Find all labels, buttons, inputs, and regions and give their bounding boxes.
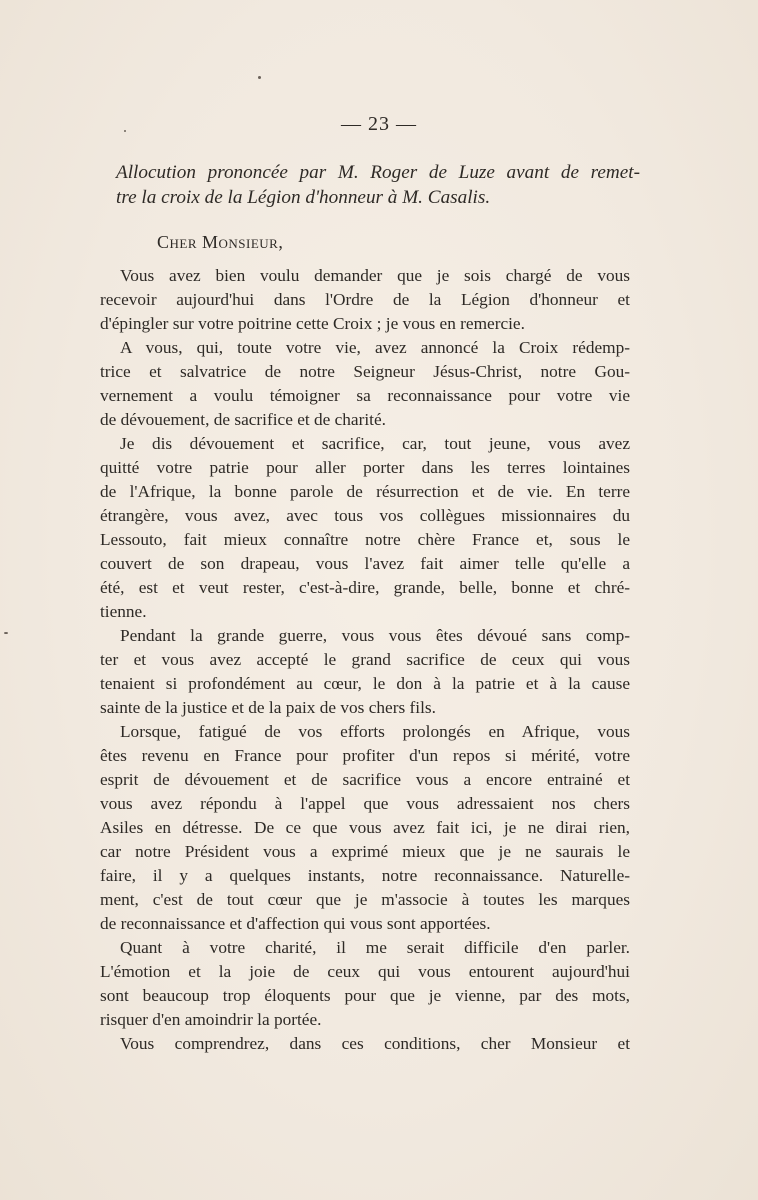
body-line: de reconnaissance et d'affection qui vous sont apportées. <box>100 914 491 933</box>
page-number: — 23 — <box>341 113 417 135</box>
ink-speck <box>258 76 261 79</box>
body-line: tenaient si profondément au cœur, le don à la patrie et à la cause <box>100 674 630 693</box>
body-line: Lorsque, fatigué de vos efforts prolongés en Afrique, vous <box>120 722 630 741</box>
body-line: faire, il y a quelques instants, notre reconnaissance. Naturelle- <box>100 866 630 885</box>
body-line: recevoir aujourd'hui dans l'Ordre de la Légion d'honneur et <box>100 290 630 309</box>
body-line: esprit de dévouement et de sacrifice vous a encore entrainé et <box>100 770 630 789</box>
body-line: d'épingler sur votre poitrine cette Croix ; je vous en remercie. <box>100 314 525 333</box>
speech-body <box>100 264 630 1056</box>
body-line: quitté votre patrie pour aller porter dans les terres lointaines <box>100 458 630 477</box>
caption-line: tre la croix de la Légion d'honneur à M. Casalis. <box>116 187 491 208</box>
body-line: car notre Président vous a exprimé mieux que je ne saurais le <box>100 842 630 861</box>
body-line: Vous avez bien voulu demander que je sois chargé de vous <box>120 266 630 285</box>
body-line: ment, c'est de tout cœur que je m'associe à toutes les marques <box>100 890 630 909</box>
body-line: êtes revenu en France pour profiter d'un repos si mérité, votre <box>100 746 630 765</box>
body-line: tienne. <box>100 602 147 621</box>
body-line: Pendant la grande guerre, vous vous êtes dévoué sans comp- <box>120 626 630 645</box>
body-line: été, est et veut rester, c'est-à-dire, grande, belle, bonne et chré- <box>100 578 630 597</box>
body-line: Je dis dévouement et sacrifice, car, tout jeune, vous avez <box>120 434 630 453</box>
body-line: sont beaucoup trop éloquents pour que je vienne, par des mots, <box>100 986 630 1005</box>
body-line: ter et vous avez accepté le grand sacrifice de ceux qui vous <box>100 650 630 669</box>
body-line: A vous, qui, toute votre vie, avez annoncé la Croix rédemp- <box>120 338 630 357</box>
body-line: vous avez répondu à l'appel que vous adressaient nos chers <box>100 794 630 813</box>
speech-caption <box>116 160 640 210</box>
ink-speck <box>4 632 8 634</box>
body-line: L'émotion et la joie de ceux qui vous entourent aujourd'hui <box>100 962 630 981</box>
body-line: Lessouto, fait mieux connaître notre chère France et, sous le <box>100 530 630 549</box>
body-line: couvert de son drapeau, vous l'avez fait aimer telle qu'elle a <box>100 554 630 573</box>
body-line: Quant à votre charité, il me serait difficile d'en parler. <box>120 938 630 957</box>
body-line: Vous comprendrez, dans ces conditions, cher Monsieur et <box>120 1034 630 1053</box>
caption-line: Allocution prononcée par M. Roger de Luze avant de remet- <box>116 162 640 183</box>
body-line: risquer d'en amoindrir la portée. <box>100 1010 322 1029</box>
body-line: étrangère, vous avez, avec tous vos collègues missionnaires du <box>100 506 630 525</box>
body-line: de l'Afrique, la bonne parole de résurrection et de vie. En terre <box>100 482 630 501</box>
body-line: Asiles en détresse. De ce que vous avez fait ici, je ne dirai rien, <box>100 818 630 837</box>
salutation: Cher Monsieur, <box>157 232 284 252</box>
body-line: vernement a voulu témoigner sa reconnaissance pour votre vie <box>100 386 630 405</box>
body-line: sainte de la justice et de la paix de vos chers fils. <box>100 698 436 717</box>
body-line: trice et salvatrice de notre Seigneur Jésus-Christ, notre Gou- <box>100 362 630 381</box>
body-line: de dévouement, de sacrifice et de charité. <box>100 410 386 429</box>
